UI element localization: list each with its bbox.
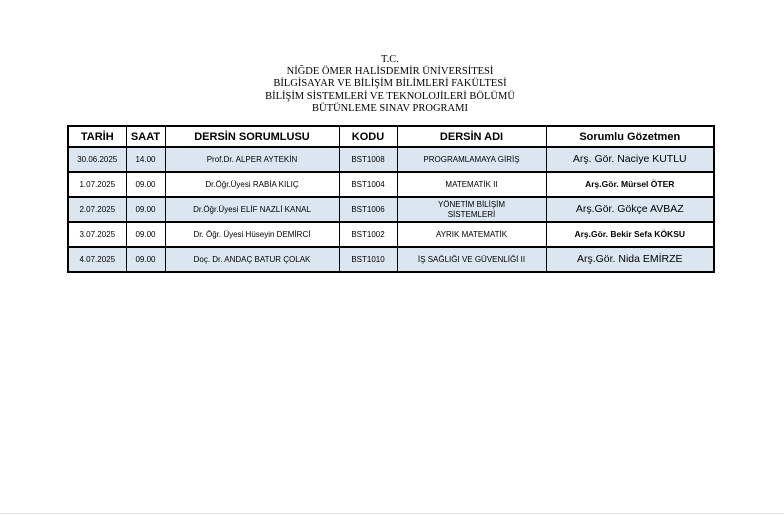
cell-course: AYRIK MATEMATİK xyxy=(397,222,546,247)
cell-time: 09.00 xyxy=(126,222,165,247)
cell-course: MATEMATİK II xyxy=(397,172,546,197)
exam-schedule-table xyxy=(67,125,715,273)
header-faculty: BİLGİSAYAR VE BİLİŞİM BİLİMLERİ FAKÜLTESİ xyxy=(273,78,507,90)
cell-time: 09.00 xyxy=(126,172,165,197)
column-header-proctor: Sorumlu Gözetmen xyxy=(546,126,714,147)
column-header-instructor: DERSİN SORUMLUSU xyxy=(165,126,339,147)
cell-instructor: Dr. Öğr. Üyesi Hüseyin DEMİRCİ xyxy=(165,222,339,247)
table-row xyxy=(68,172,714,197)
table-row xyxy=(68,247,714,272)
table-header-row xyxy=(68,126,714,147)
cell-date: 30.06.2025 xyxy=(68,147,126,172)
cell-proctor: Arş.Gör. Mürsel ÖTER xyxy=(546,172,714,197)
table-row xyxy=(68,222,714,247)
column-header-code: KODU xyxy=(339,126,397,147)
cell-instructor: Doç. Dr. ANDAÇ BATUR ÇOLAK xyxy=(165,247,339,272)
cell-code: BST1008 xyxy=(339,147,397,172)
cell-time: 09.00 xyxy=(126,247,165,272)
cell-proctor: Arş.Gör. Nida EMİRZE xyxy=(546,247,714,272)
header-department: BİLİŞİM SİSTEMLERİ VE TEKNOLOJİLERİ BÖLÜMÜ xyxy=(265,90,515,102)
cell-proctor: Arş. Gör. Naciye KUTLU xyxy=(546,147,714,172)
cell-proctor: Arş.Gör. Bekir Sefa KÖKSU xyxy=(546,222,714,247)
cell-instructor: Dr.Öğr.Üyesi RABİA KILIÇ xyxy=(165,172,339,197)
cell-date: 4.07.2025 xyxy=(68,247,126,272)
column-header-time: SAAT xyxy=(126,126,165,147)
cell-date: 1.07.2025 xyxy=(68,172,126,197)
cell-proctor: Arş.Gör. Gökçe AVBAZ xyxy=(546,197,714,222)
cell-course: PROGRAMLAMAYA GİRİŞ xyxy=(397,147,546,172)
column-header-course: DERSİN ADI xyxy=(397,126,546,147)
cell-code: BST1002 xyxy=(339,222,397,247)
header-tc: T.C. xyxy=(381,54,399,65)
header-program-title: BÜTÜNLEME SINAV PROGRAMI xyxy=(312,102,468,114)
cell-course: YÖNETİM BİLİŞİM SİSTEMLERİ xyxy=(397,197,546,222)
cell-course: İŞ SAĞLIĞI VE GÜVENLİĞİ II xyxy=(397,247,546,272)
cell-time: 14.00 xyxy=(126,147,165,172)
column-header-date: TARİH xyxy=(68,126,126,147)
cell-date: 3.07.2025 xyxy=(68,222,126,247)
table-row xyxy=(68,197,714,222)
cell-date: 2.07.2025 xyxy=(68,197,126,222)
cell-code: BST1010 xyxy=(339,247,397,272)
header-university: NİĞDE ÖMER HALİSDEMİR ÜNİVERSİTESİ xyxy=(286,66,494,78)
table-row xyxy=(68,147,714,172)
cell-time: 09.00 xyxy=(126,197,165,222)
cell-instructor: Dr.Öğr.Üyesi ELİF NAZLİ KANAL xyxy=(165,197,339,222)
cell-code: BST1006 xyxy=(339,197,397,222)
cell-code: BST1004 xyxy=(339,172,397,197)
document-header xyxy=(0,54,780,115)
page-bottom-divider xyxy=(0,513,784,514)
cell-instructor: Prof.Dr. ALPER AYTEKİN xyxy=(165,147,339,172)
